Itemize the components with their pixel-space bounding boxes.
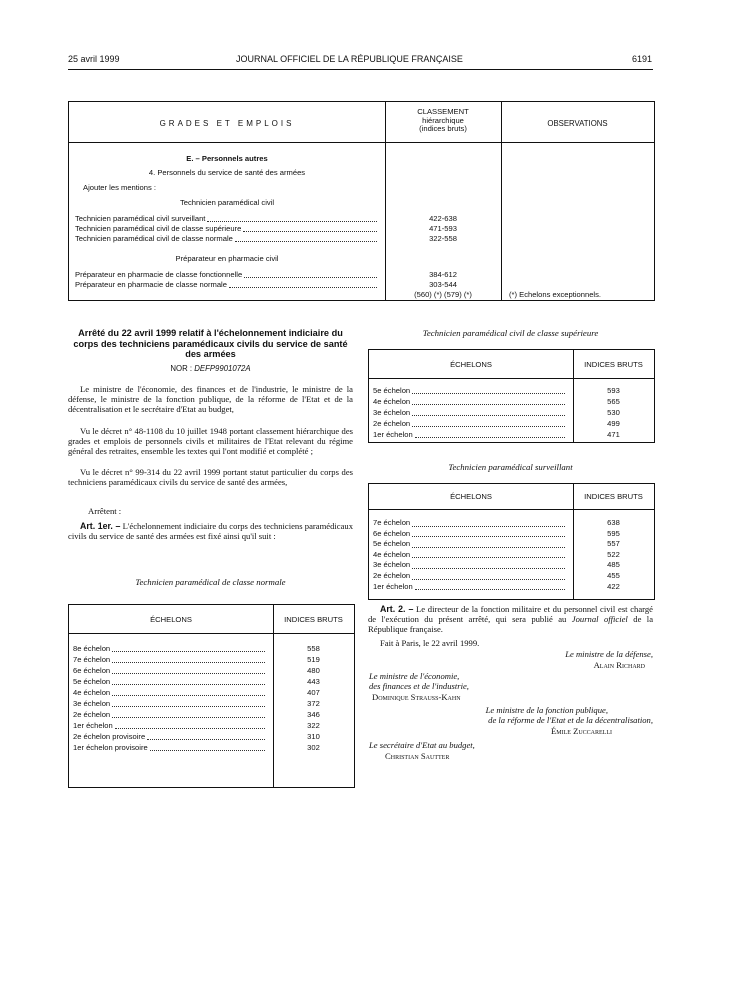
table-row: 2e échelon provisoire <box>73 731 267 742</box>
table-row: 1er échelon <box>73 720 267 731</box>
normale-values: 558 519 480 443 407 372 346 322 310 302 <box>307 644 320 752</box>
sig-budget-title: Le secrétaire d'Etat au budget, <box>369 740 475 750</box>
para-decret-1999: Vu le décret n° 99-314 du 22 avril 1999 portant statut particulier du corps des techniciens paramédicaux civils du service de santé des armées, <box>68 467 353 488</box>
ajouter-mentions: Ajouter les mentions : <box>83 183 157 192</box>
sig-defense-title: Le ministre de la défense, <box>565 649 653 659</box>
table-row: 2e échelon <box>73 709 267 720</box>
superieure-table <box>368 349 655 443</box>
group1-title: Technicien paramédical civil <box>179 198 275 207</box>
col-echelons: ÉCHELONS <box>150 615 192 624</box>
para-ministres: Le ministre de l'économie, des finances et de l'industrie, le ministre de la défense, le ministre de la fonction publique, de la réforme de l'Etat et de la décentralisation et le secrétaire d'Etat au budget, <box>68 384 353 415</box>
sig-fp-title1: Le ministre de la fonction publique, <box>485 705 608 715</box>
table-row: 2e échelon <box>373 418 567 429</box>
arrete-title: Arrêté du 22 avril 1999 relatif à l'échelonnement indiciaire du corps des techniciens paramédicaux civils du service de santé des armées <box>73 328 348 360</box>
table-row: 6e échelon <box>373 529 567 540</box>
normale-title: Technicien paramédical de classe normale <box>135 577 286 587</box>
table-row: 8e échelon <box>73 643 267 654</box>
observation-note: (*) Echelons exceptionnels. <box>509 290 602 299</box>
sig-eco-title1: Le ministre de l'économie, <box>369 671 460 681</box>
table-row: 3e échelon <box>73 698 267 709</box>
header-journal: JOURNAL OFFICIEL DE LA RÉPUBLIQUE FRANÇAISE <box>236 54 463 64</box>
surveillant-rows <box>373 518 567 592</box>
table-row: 4e échelon <box>373 550 567 561</box>
subsection-title: 4. Personnels du service de santé des armées <box>148 168 306 177</box>
superieure-values: 593 565 530 499 471 <box>607 386 620 439</box>
superieure-rows <box>373 385 567 440</box>
col-classement: CLASSEMENT hiérarchique (indices bruts) <box>417 107 469 133</box>
group2-title: Préparateur en pharmacie civil <box>175 254 279 263</box>
table-row: Technicien paramédical civil de classe supérieure <box>75 224 379 234</box>
table-row: 5e échelon <box>373 539 567 550</box>
header-page: 6191 <box>632 54 653 64</box>
arretent: Arrêtent : <box>88 506 122 516</box>
table-row: 3e échelon <box>373 407 567 418</box>
group2-values: 384-612 303-544 (560) (*) (579) (*) <box>414 270 472 299</box>
normale-table <box>68 604 355 788</box>
classement-table <box>68 101 655 301</box>
col-indices: INDICES BRUTS <box>584 492 643 501</box>
table-row: Technicien paramédical civil surveillant <box>75 214 379 224</box>
group2-rows <box>75 270 379 290</box>
sig-eco-name: Dominique Strauss-Kahn <box>372 692 461 702</box>
header-date: 25 avril 1999 <box>68 54 120 64</box>
table-row: Préparateur en pharmacie de classe normale <box>75 280 379 290</box>
group1-rows <box>75 214 379 244</box>
table-row: 2e échelon <box>373 571 567 582</box>
col-indices: INDICES BRUTS <box>584 360 643 369</box>
sig-fp-name: Émile Zuccarelli <box>551 726 612 736</box>
col-grades: GRADES ET EMPLOIS <box>159 119 295 128</box>
table-row: 1er échelon <box>373 582 567 593</box>
table-row: 4e échelon <box>73 687 267 698</box>
nor-line: NOR : DEFP9901072A <box>170 364 251 373</box>
article-2: Art. 2. – Le directeur de la fonction militaire et du personnel civil est chargé de l'exécution du présent arrêté, qui sera publié au Journal officiel de la République française. <box>368 604 654 635</box>
table-row: 6e échelon <box>73 665 267 676</box>
group1-values: 422-638 471-593 322-558 <box>429 214 457 243</box>
table-row: 5e échelon <box>373 385 567 396</box>
superieure-title: Technicien paramédical civil de classe supérieure <box>422 328 599 338</box>
normale-rows <box>73 643 267 753</box>
col-echelons: ÉCHELONS <box>450 492 492 501</box>
surveillant-table <box>368 483 655 600</box>
sig-fp-title2: de la réforme de l'Etat et de la décentralisation, <box>488 715 653 725</box>
header-rule <box>68 69 653 70</box>
table-row: 5e échelon <box>73 676 267 687</box>
fait-a-paris: Fait à Paris, le 22 avril 1999. <box>380 638 480 648</box>
table-row: 4e échelon <box>373 396 567 407</box>
table-row: Technicien paramédical civil de classe normale <box>75 234 379 244</box>
col-observations: OBSERVATIONS <box>547 119 608 128</box>
col-indices: INDICES BRUTS <box>284 615 343 624</box>
sig-budget-name: Christian Sautter <box>385 751 450 761</box>
table-row: 1er échelon <box>373 429 567 440</box>
table-row: 3e échelon <box>373 560 567 571</box>
sig-defense-name: Alain Richard <box>593 660 645 670</box>
sig-eco-title2: des finances et de l'industrie, <box>369 681 469 691</box>
para-decret-1948: Vu le décret n° 48-1108 du 10 juillet 1948 portant classement hiérarchique des grades et emplois de personnels civils et militaires de l'Etat relevant du régime général des retraites, ensemble les textes qui l'ont modifié et complété ; <box>68 426 353 457</box>
article-1: Art. 1er. – L'échelonnement indiciaire du corps des techniciens paramédicaux civils du service de santé des armées est fixé ainsi qu'il suit : <box>68 521 353 542</box>
table-row: 7e échelon <box>73 654 267 665</box>
table-row: Préparateur en pharmacie de classe fonctionnelle <box>75 270 379 280</box>
table-row: 1er échelon provisoire <box>73 742 267 753</box>
section-title: E. – Personnels autres <box>186 154 268 163</box>
table-row: 7e échelon <box>373 518 567 529</box>
surveillant-values: 638 595 557 522 485 455 422 <box>607 518 620 591</box>
surveillant-title: Technicien paramédical surveillant <box>448 462 573 472</box>
col-echelons: ÉCHELONS <box>450 360 492 369</box>
